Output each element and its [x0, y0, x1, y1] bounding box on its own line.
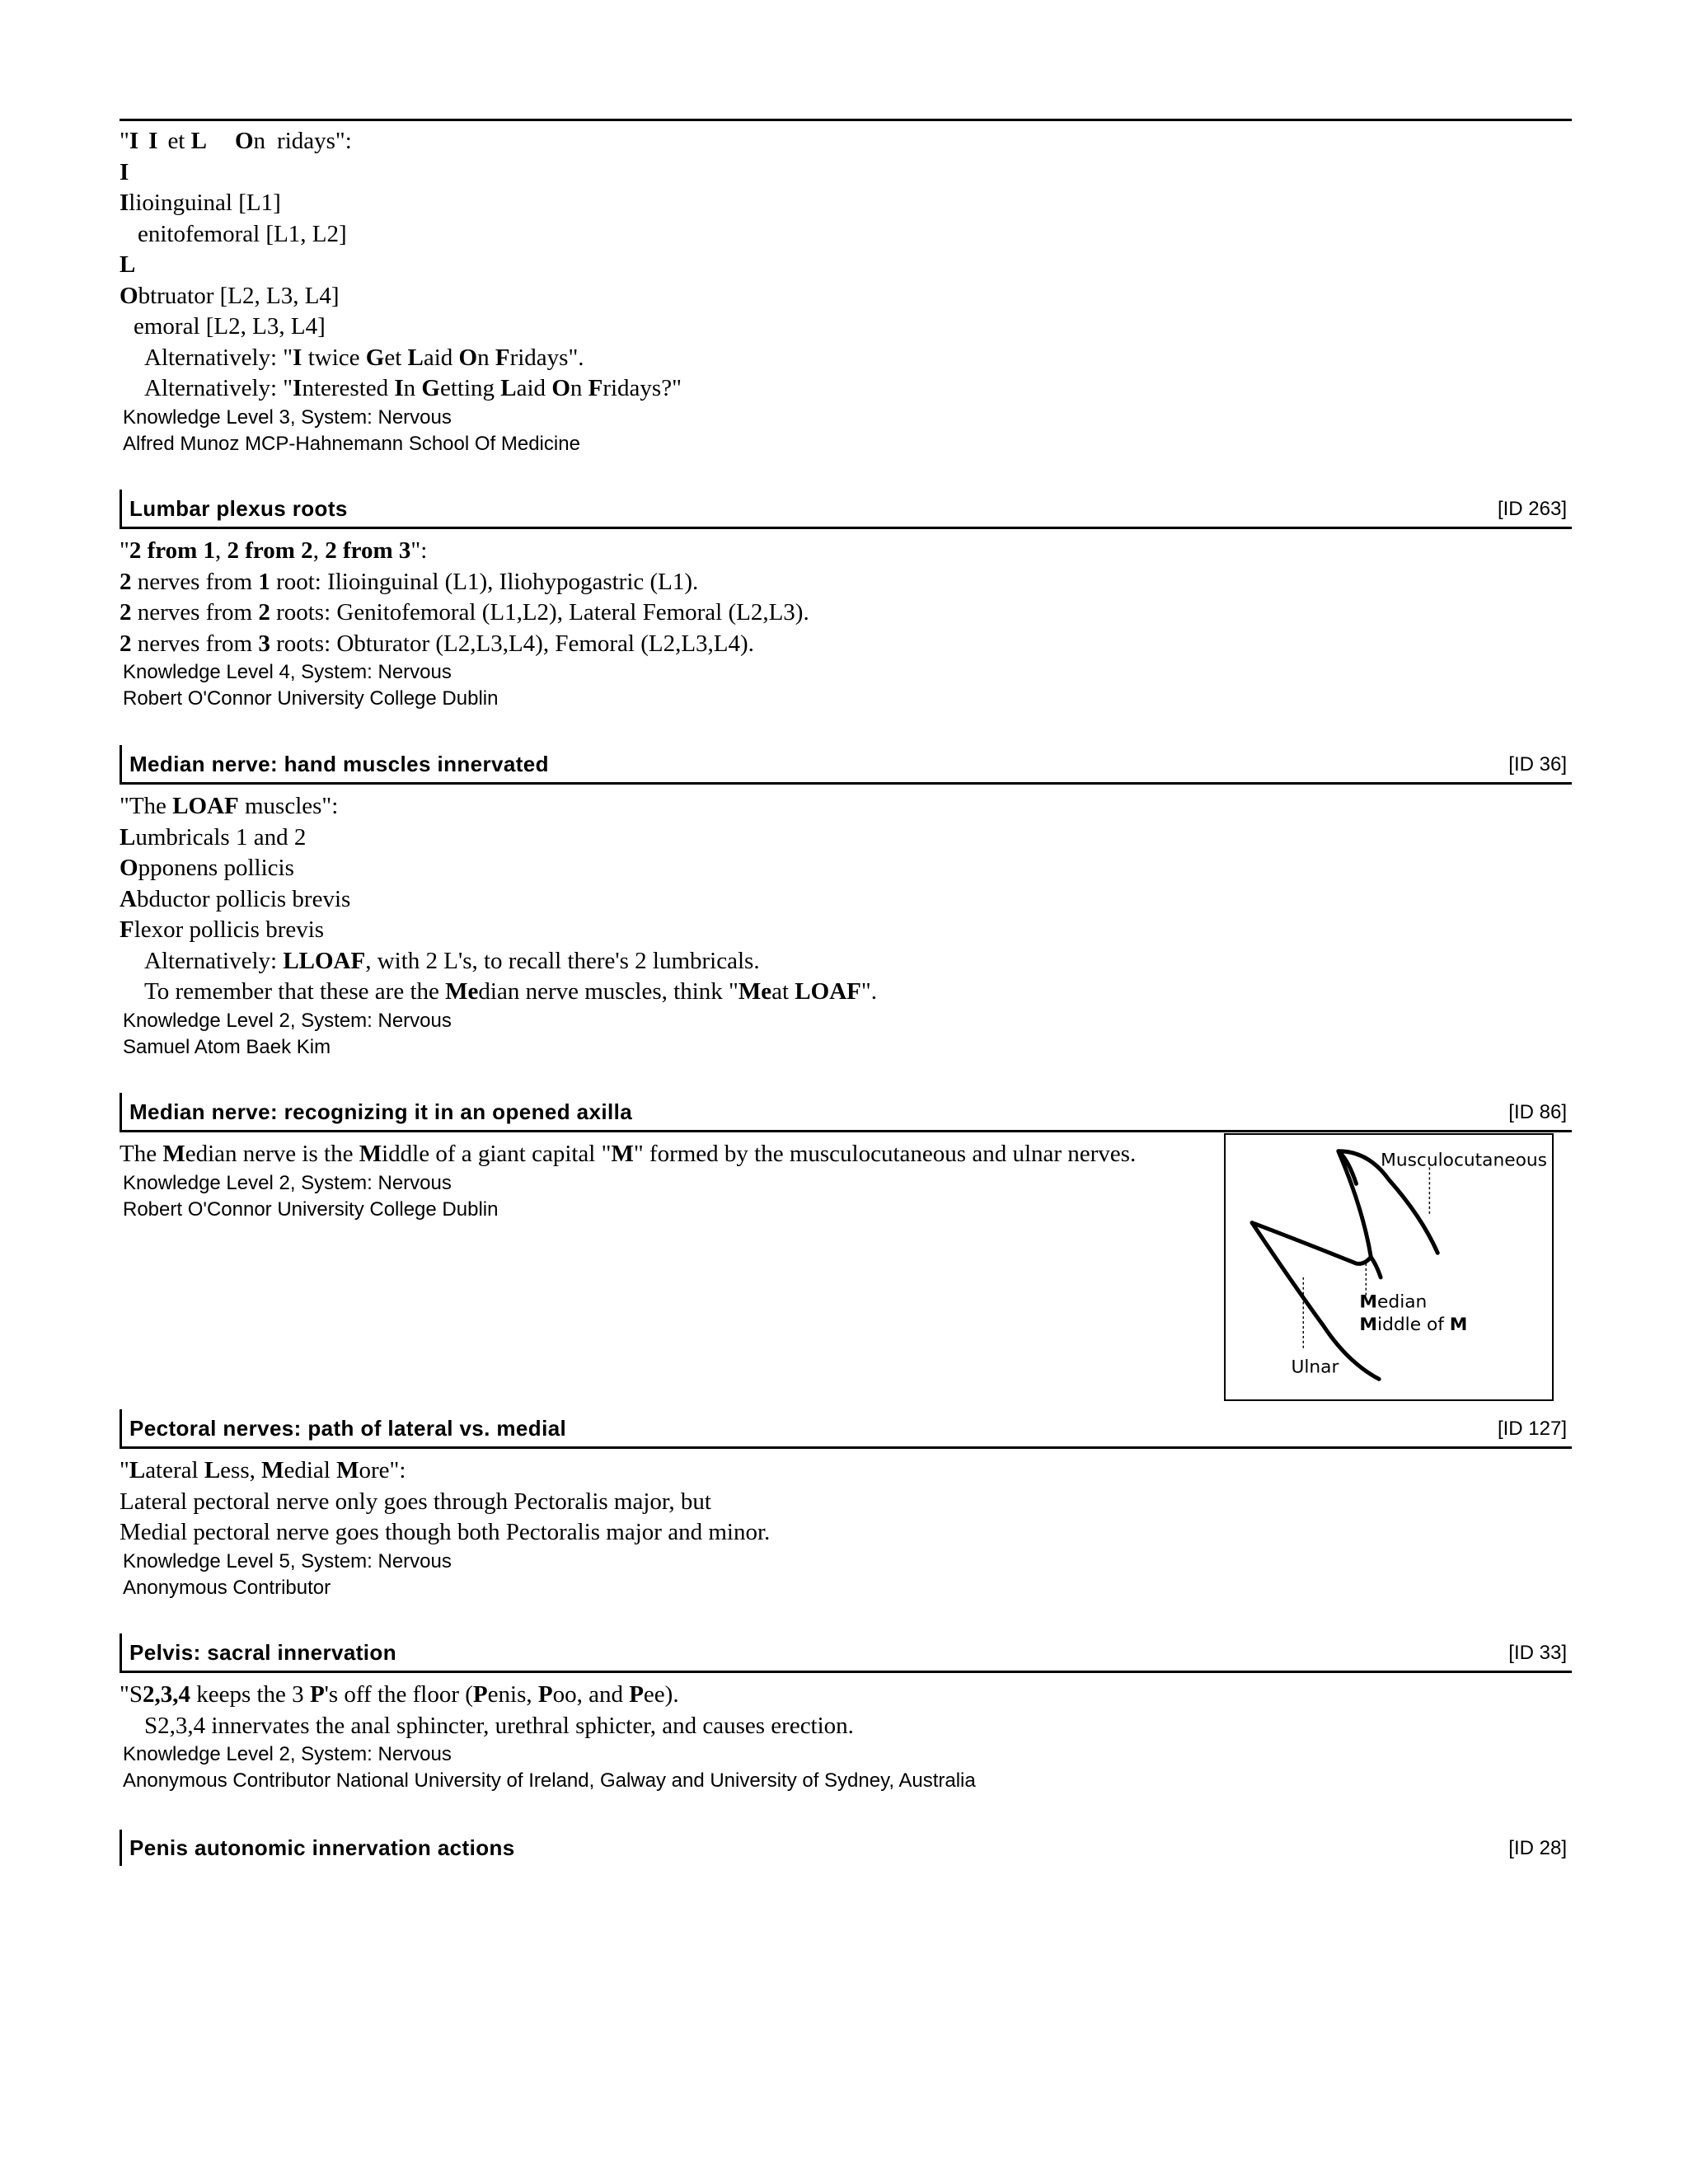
mnemonic-line: Lumbricals 1 and 2 [120, 823, 307, 851]
contributor: Samuel Atom Baek Kim [123, 1035, 331, 1058]
entry-text: Medial pectoral nerve goes though both Pectoralis major and minor. [120, 1519, 771, 1545]
entry-title: Median nerve: recognizing it in an opened axilla [129, 1099, 633, 1124]
entry-text: S2,3,4 innervates the anal sphincter, urethral sphicter, and causes erection. [144, 1712, 854, 1739]
entry-header [120, 745, 1572, 785]
mnemonic-line: L [120, 251, 136, 278]
entry-id: [ID 263] [1497, 498, 1567, 520]
alternative-line: Alternatively: "Interested In Getting Laid On Fridays?" [144, 375, 682, 401]
contributor: Robert O'Connor University College Dublin [123, 687, 499, 710]
entry-header [120, 1830, 1572, 1866]
mnemonic-line: Ilioinguinal [L1] [120, 190, 281, 216]
median-label: Median [1359, 1291, 1428, 1313]
mnemonic-line: Opponens pollicis [120, 855, 294, 881]
m-shape-illustration [1226, 1135, 1552, 1399]
entry-header [120, 1093, 1572, 1132]
entry-id: [ID 36] [1508, 753, 1567, 776]
contributor: Alfred Munoz MCP-Hahnemann School Of Medicine [123, 432, 580, 455]
entry-pectoral-nerves [120, 1409, 1572, 1601]
top-rule [120, 119, 1572, 121]
mnemonic-line: emoral [L2, L3, L4] [134, 313, 326, 340]
mnemonic-title: "Lateral Less, Medial More": [120, 1457, 406, 1483]
mnemonic-title: "2 from 1, 2 from 2, 2 from 3": [120, 537, 428, 564]
knowledge-level: Knowledge Level 2, System: Nervous [123, 1743, 452, 1765]
nerve-line [1252, 1223, 1371, 1264]
entry-title: Penis autonomic innervation actions [129, 1835, 515, 1860]
entry-lumbar-plexus [120, 490, 1572, 712]
entry-title: Lumbar plexus roots [129, 496, 348, 521]
ulnar-label: Ulnar [1291, 1357, 1339, 1378]
mnemonic-line: Flexor pollicis brevis [120, 916, 325, 943]
contributor: Anonymous Contributor [123, 1576, 331, 1599]
alternative-line: To remember that these are the Median nerve muscles, think "Meat LOAF". [144, 978, 877, 1005]
entry-penis-autonomic [120, 1830, 1572, 1866]
mnemonic-line: Obtruator [L2, L3, L4] [120, 282, 340, 309]
musculocutaneous-label: Musculocutaneous [1381, 1150, 1547, 1171]
alternative-line: Alternatively: "I twice Get Laid On Fridays". [144, 344, 584, 371]
alternative-line: Alternatively: LLOAF, with 2 L's, to recall there's 2 lumbricals. [144, 947, 760, 974]
entry-ilioinguinal-continuation [120, 126, 1572, 457]
middle-of-m-label: Middle of M [1359, 1315, 1468, 1336]
entry-pelvis-sacral [120, 1633, 1572, 1794]
median-nerve-line [1339, 1151, 1372, 1257]
mnemonic-title: "The LOAF muscles": [120, 793, 339, 819]
contributor: Robert O'Connor University College Dublin [123, 1197, 499, 1221]
mnemonic-line: enitofemoral [L1, L2] [138, 220, 347, 247]
entry-id: [ID 86] [1508, 1101, 1567, 1123]
entry-text: Lateral pectoral nerve only goes through Pectoralis major, but [120, 1488, 711, 1515]
entry-id: [ID 28] [1508, 1837, 1567, 1859]
knowledge-level: Knowledge Level 3, System: Nervous [123, 405, 452, 429]
nerve-junction [1371, 1257, 1381, 1277]
entry-text: The Median nerve is the Middle of a giant capital "M" formed by the musculocutaneous and ulnar nerves. [120, 1141, 1137, 1167]
mnemonic-line: 2 nerves from 1 root: Ilioinguinal (L1), Iliohypogastric (L1). [120, 568, 699, 595]
entry-header [120, 1633, 1572, 1673]
entry-title: Pectoral nerves: path of lateral vs. medial [129, 1416, 567, 1441]
median-nerve-diagram [1224, 1133, 1554, 1401]
entry-median-hand [120, 745, 1572, 1061]
entry-title: Median nerve: hand muscles innervated [129, 752, 549, 776]
entry-header [120, 490, 1572, 529]
knowledge-level: Knowledge Level 4, System: Nervous [123, 661, 452, 683]
mnemonic-line: Abductor pollicis brevis [120, 885, 351, 912]
contributor: Anonymous Contributor National University of Ireland, Galway and University of Sydney, Australia [123, 1769, 976, 1792]
knowledge-level: Knowledge Level 5, System: Nervous [123, 1549, 452, 1572]
mnemonic-line: I [120, 158, 129, 185]
entry-title: Pelvis: sacral innervation [129, 1640, 396, 1665]
entry-header [120, 1409, 1572, 1449]
mnemonic-line: 2 nerves from 2 roots: Genitofemoral (L1,L2), Lateral Femoral (L2,L3). [120, 599, 809, 626]
mnemonic-title: "S2,3,4 keeps the 3 P's off the floor (Penis, Poo, and Pee). [120, 1681, 679, 1708]
mnemonic-line: 2 nerves from 3 roots: Obturator (L2,L3,L4), Femoral (L2,L3,L4). [120, 630, 754, 657]
mnemonic-title: "I I et L On ridays": [120, 128, 352, 154]
entry-id: [ID 127] [1497, 1418, 1567, 1440]
knowledge-level: Knowledge Level 2, System: Nervous [123, 1171, 452, 1194]
entry-id: [ID 33] [1508, 1642, 1567, 1664]
knowledge-level: Knowledge Level 2, System: Nervous [123, 1009, 452, 1032]
